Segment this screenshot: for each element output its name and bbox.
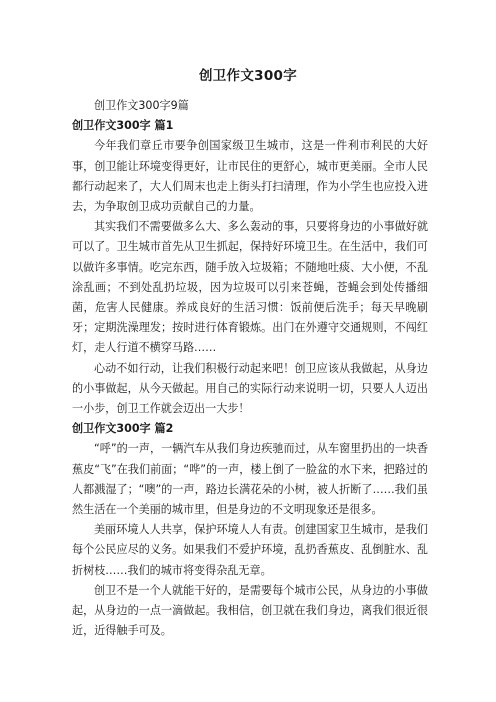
paragraph: 心动不如行动，让我们积极行动起来吧！创卫应该从我做起，从身边的小事做起，从今天做起。用自己的实际行动来说明一切，只要人人迈出一小步，创卫工作就会迈出一大步！	[72, 361, 428, 416]
section-1	[72, 116, 428, 419]
section-heading: 创卫作文300字 篇1	[72, 119, 174, 133]
document-body	[72, 96, 428, 641]
paragraph: 其实我们不需要做多么大、多么轰动的事，只要将身边的小事做好就可以了。卫生城市首先从卫生抓起，保持好环境卫生。在生活中，我们可以做许多事情。吃完东西，随手放入垃圾箱；不随地吐痰、大小便，不乱涂乱画；不到处乱扔垃圾，因为垃圾可以引来苍蝇，苍蝇会到处传播细菌，危害人民健康。养成良好的生活习惯：饭前便后洗手；每天早晚刷牙；定期洗澡理发；按时进行体育锻炼。出门在外遵守交通规则，不闯红灯，走人行道不横穿马路……	[72, 220, 428, 355]
section-2	[72, 419, 428, 641]
paragraph: 创卫不是一个人就能干好的，是需要每个城市公民，从身边的小事做起，从身边的一点一滴做起。我相信，创卫就在我们身边，离我们很近很近，近得触手可及。	[72, 583, 428, 638]
paragraph: 今年我们章丘市要争创国家级卫生城市，这是一件利市利民的大好事，创卫能让环境变得更好，让市民住的更舒心，城市更美丽。全市人民都行动起来了，大人们周末也走上街头打扫清理，作为小学生也应投入进去，为争取创卫成功贡献自己的力量。	[72, 139, 428, 214]
document-title: 创卫作文300字	[198, 68, 298, 84]
paragraph: 美丽环境人人共享，保护环境人人有责。创建国家卫生城市，是我们每个公民应尽的义务。如果我们不爱护环境，乱扔香蕉皮、乱倒脏水、乱折树枝……我们的城市将变得杂乱无章。	[72, 523, 428, 577]
paragraph: “呼”的一声，一辆汽车从我们身边疾驰而过，从车窗里扔出的一块香蕉皮“飞”在我们前面；“哗”的一声，楼上倒了一脸盆的水下来，把路过的人都溅湿了；“噢”的一声，路边长满花朵的小树，被人折断了……我们虽然生活在一个美丽的城市里，但是身边的不文明现象还是很多。	[72, 442, 428, 517]
document-subtitle: 创卫作文300字9篇	[94, 99, 189, 112]
section-heading: 创卫作文300字 篇2	[72, 422, 174, 436]
